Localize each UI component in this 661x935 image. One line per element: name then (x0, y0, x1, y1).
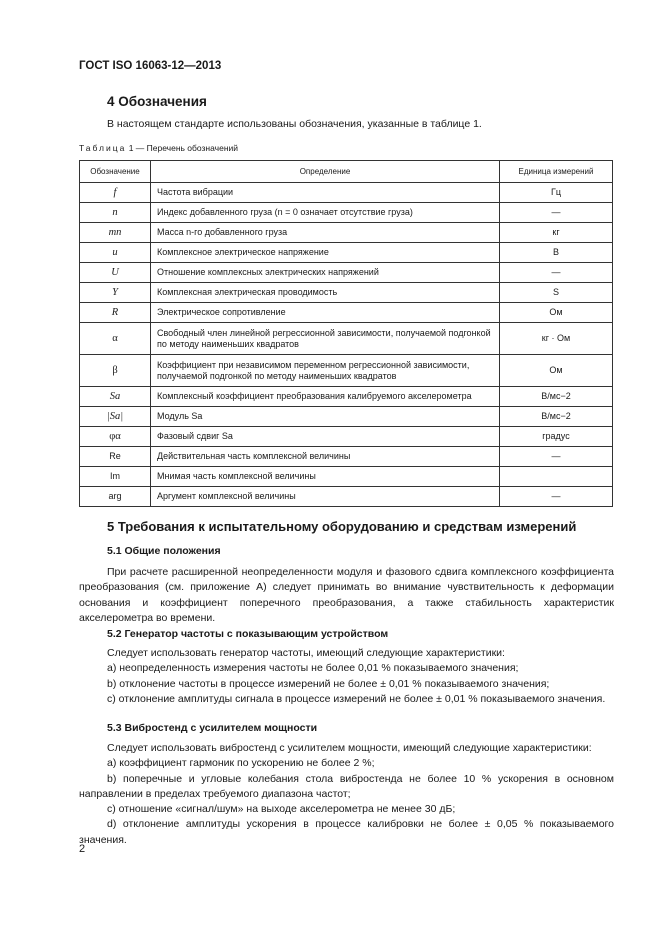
unit-cell: — (500, 203, 613, 223)
list-item: c) отношение «сигнал/шум» на выходе акселерометра не менее 30 дБ; (107, 803, 456, 816)
list-item: b) поперечные и угловые колебания стола вибростенда не более 10 % ускорения в основном направлении в пределах требуемого диапазона частот; (79, 772, 614, 800)
table-row (80, 323, 613, 355)
table-row (80, 263, 613, 283)
table-row (80, 407, 613, 427)
table-row (80, 223, 613, 243)
table-row (80, 183, 613, 203)
unit-cell: — (500, 487, 613, 507)
symbol-cell: n (80, 203, 151, 223)
list-item: a) коэффициент гармоник по ускорению не более 2 %; (107, 757, 375, 770)
list-item: c) отклонение амплитуды сигнала в процессе измерений не более ± 0,01 % показываемого значения. (107, 692, 606, 705)
symbol-cell: u (80, 243, 151, 263)
table-row (80, 355, 613, 387)
symbol-cell: Re (80, 447, 151, 467)
unit-cell (500, 467, 613, 487)
table-row (80, 467, 613, 487)
table-header-row (80, 161, 613, 183)
symbol-cell: f (80, 183, 151, 203)
symbol-cell: R (80, 303, 151, 323)
symbol-cell: α (80, 323, 151, 355)
definition-cell: Комплексная электрическая проводимость (151, 283, 500, 303)
table-row (80, 243, 613, 263)
section-5-3-text (79, 741, 614, 848)
section-4-intro: В настоящем стандарте использованы обозначения, указанные в таблице 1. (107, 118, 482, 130)
page-number: 2 (79, 843, 86, 855)
list-item: a) неопределенность измерения частоты не более 0,01 % показываемого значения; (107, 662, 519, 675)
symbol-cell: Y (80, 283, 151, 303)
definition-cell: Модуль Sa (151, 407, 500, 427)
symbol-cell: Sa (80, 387, 151, 407)
symbol-cell: β (80, 355, 151, 387)
unit-cell: В (500, 243, 613, 263)
list-item: b) отклонение частоты в процессе измерений не более ± 0,01 % показываемого значения; (107, 677, 550, 690)
definition-cell: Действительная часть комплексной величины (151, 447, 500, 467)
list-item: Следует использовать вибростенд с усилителем мощности, имеющий следующие характеристики: (107, 742, 592, 754)
unit-cell: S (500, 283, 613, 303)
definition-cell: Электрическое сопротивление (151, 303, 500, 323)
symbol-cell: |Sa| (80, 407, 151, 427)
table-caption-label: Таблица (79, 143, 127, 153)
definition-cell: Коэффициент при независимом переменном регрессионной зависимости, получаемой подгонкой по методу наименьших квадратов (151, 355, 500, 387)
definition-cell: Свободный член линейной регрессионной зависимости, получаемой подгонкой по методу наименьших квадратов (151, 323, 500, 355)
section-5-2-title: 5.2 Генератор частоты с показывающим устройством (107, 628, 389, 640)
unit-cell: Ом (500, 303, 613, 323)
table-row (80, 427, 613, 447)
document-header: ГОСТ ISO 16063-12—2013 (79, 60, 222, 72)
section-5-1-text (79, 565, 614, 626)
definition-cell: Отношение комплексных электрических напряжений (151, 263, 500, 283)
section-4-title: 4 Обозначения (107, 94, 207, 109)
definition-cell: Масса n-го добавленного груза (151, 223, 500, 243)
list-item: Следует использовать генератор частоты, имеющий следующие характеристики: (107, 647, 505, 659)
unit-cell: кг · Ом (500, 323, 613, 355)
section-5-1-title: 5.1 Общие положения (107, 545, 221, 557)
list-item: d) отклонение амплитуды ускорения в процессе калибровки не более ± 0,05 % показываемого значения. (79, 818, 614, 846)
definition-cell: Аргумент комплексной величины (151, 487, 500, 507)
table-row (80, 303, 613, 323)
unit-cell: В/мс−2 (500, 407, 613, 427)
section-5-3-title: 5.3 Вибростенд с усилителем мощности (107, 722, 318, 734)
unit-cell: — (500, 447, 613, 467)
symbol-cell: arg (80, 487, 151, 507)
table-row (80, 387, 613, 407)
table-row (80, 203, 613, 223)
symbol-cell: U (80, 263, 151, 283)
header-unit: Единица измерений (500, 161, 613, 183)
table-row (80, 447, 613, 467)
unit-cell: В/мс−2 (500, 387, 613, 407)
definition-cell: Мнимая часть комплексной величины (151, 467, 500, 487)
table-row (80, 487, 613, 507)
unit-cell: Ом (500, 355, 613, 387)
section-5-2-text (79, 646, 614, 707)
symbol-cell: Im (80, 467, 151, 487)
unit-cell: — (500, 263, 613, 283)
table-row (80, 283, 613, 303)
definition-cell: Комплексное электрическое напряжение (151, 243, 500, 263)
definition-cell: Фазовый сдвиг Sa (151, 427, 500, 447)
symbols-table (79, 160, 613, 507)
definition-cell: Частота вибрации (151, 183, 500, 203)
table-caption-text: 1 — Перечень обозначений (128, 143, 239, 153)
header-symbol: Обозначение (80, 161, 151, 183)
definition-cell: Индекс добавленного груза (n = 0 означает отсутствие груза) (151, 203, 500, 223)
unit-cell: кг (500, 223, 613, 243)
unit-cell: Гц (500, 183, 613, 203)
table-caption (79, 143, 238, 153)
symbol-cell: φα (80, 427, 151, 447)
header-definition: Определение (151, 161, 500, 183)
unit-cell: градус (500, 427, 613, 447)
section-5-title: 5 Требования к испытательному оборудованию и средствам измерений (107, 519, 577, 534)
paragraph: При расчете расширенной неопределенности модуля и фазового сдвига комплексного коэффициента преобразования (см. приложение А) следует принимать во внимание чувствительность к деформации основания и коэффициент поперечного преобразования, а также стабильность характеристик акселерометра во времени. (79, 566, 614, 624)
definition-cell: Комплексный коэффициент преобразования калибруемого акселерометра (151, 387, 500, 407)
symbol-cell: mn (80, 223, 151, 243)
